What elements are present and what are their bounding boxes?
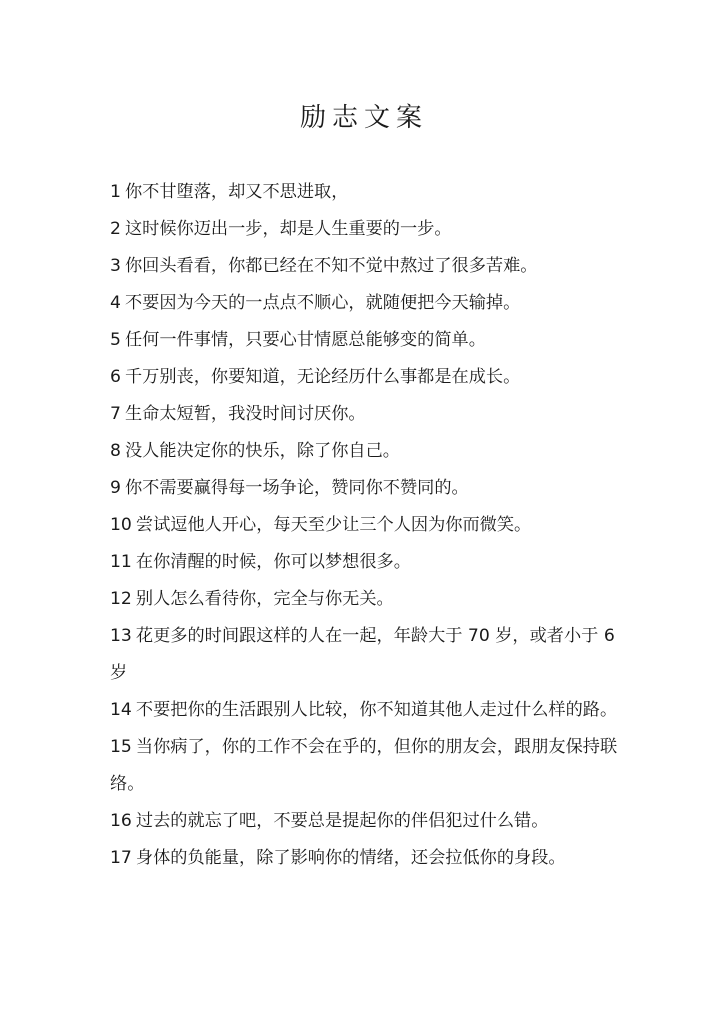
item-text: 身体的负能量，除了影响你的情绪，还会拉低你的身段。 (135, 848, 566, 868)
list-item (110, 544, 618, 581)
list-item (110, 211, 618, 248)
item-number: 15 (110, 737, 132, 757)
list-item (110, 729, 618, 803)
list-item (110, 840, 618, 877)
list-item (110, 692, 618, 729)
item-number: 4 (110, 293, 121, 313)
item-text: 尝试逗他人开心，每天至少让三个人因为你而微笑。 (135, 515, 532, 535)
page-title: 励志文案 (299, 103, 428, 133)
item-number: 9 (110, 478, 121, 498)
item-text: 不要因为今天的一点点不顺心，就随便把今天输掉。 (124, 293, 521, 313)
item-text: 没人能决定你的快乐，除了你自己。 (124, 441, 400, 461)
list-item (110, 285, 618, 322)
list-item (110, 359, 618, 396)
quote-list (110, 174, 618, 877)
item-text: 你不甘堕落，却又不思进取， (124, 182, 349, 202)
item-text: 生命太短暂，我没时间讨厌你。 (124, 404, 366, 424)
list-item (110, 470, 618, 507)
item-number: 8 (110, 441, 121, 461)
item-number: 12 (110, 589, 132, 609)
item-text: 在你清醒的时候，你可以梦想很多。 (135, 552, 411, 572)
item-text: 这时候你迈出一步，却是人生重要的一步。 (124, 219, 452, 239)
list-item (110, 507, 618, 544)
item-text: 千万别丧，你要知道，无论经历什么事都是在成长。 (124, 367, 521, 387)
item-number: 1 (110, 182, 121, 202)
item-number: 3 (110, 256, 121, 276)
item-text: 你回头看看，你都已经在不知不觉中熬过了很多苦难。 (124, 256, 538, 276)
item-number: 11 (110, 552, 132, 572)
item-text: 过去的就忘了吧，不要总是提起你的伴侣犯过什么错。 (135, 811, 549, 831)
list-item (110, 174, 618, 211)
list-item (110, 248, 618, 285)
item-text: 任何一件事情，只要心甘情愿总能够变的简单。 (124, 330, 486, 350)
item-text: 别人怎么看待你，完全与你无关。 (135, 589, 394, 609)
list-item (110, 433, 618, 470)
item-number: 7 (110, 404, 121, 424)
list-item (110, 581, 618, 618)
list-item (110, 803, 618, 840)
item-text: 不要把你的生活跟别人比较，你不知道其他人走过什么样的路。 (135, 700, 618, 720)
list-item (110, 396, 618, 433)
list-item (110, 322, 618, 359)
item-number: 6 (110, 367, 121, 387)
item-number: 5 (110, 330, 121, 350)
item-number: 10 (110, 515, 132, 535)
item-text: 花更多的时间跟这样的人在一起，年龄大于 70 岁，或者小于 6 岁 (110, 626, 615, 683)
item-text: 当你病了，你的工作不会在乎的，但你的朋友会，跟朋友保持联络。 (110, 737, 618, 794)
list-item (110, 618, 618, 692)
item-number: 16 (110, 811, 132, 831)
item-number: 17 (110, 848, 132, 868)
item-number: 13 (110, 626, 132, 646)
item-text: 你不需要赢得每一场争论，赞同你不赞同的。 (124, 478, 469, 498)
item-number: 2 (110, 219, 121, 239)
item-number: 14 (110, 700, 132, 720)
